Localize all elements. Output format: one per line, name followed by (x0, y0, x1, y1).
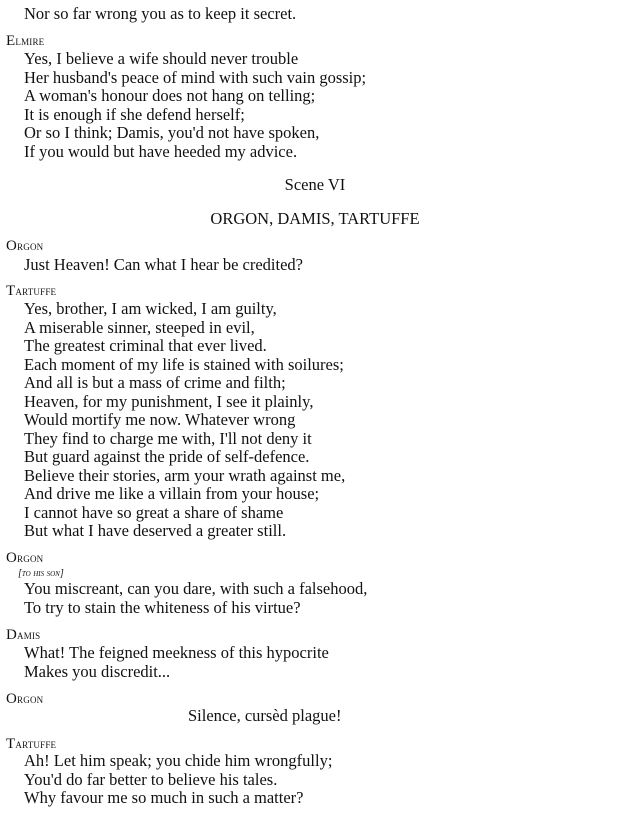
verse-line: If you would but have heeded my advice. (24, 141, 298, 161)
verse-line: But guard against the pride of self-defence. (24, 447, 310, 466)
speaker-name: Elmire (6, 33, 45, 49)
verse-line: A miserable sinner, steeped in evil, (24, 317, 255, 337)
verse-line: Believe their stories, arm your wrath against me, (24, 465, 346, 485)
verse-line: To try to stain the whiteness of his virtue? (24, 597, 301, 617)
verse-line: Or so I think; Damis, you'd not have spoken, (24, 123, 320, 142)
verse-line: Nor so far wrong you as to keep it secret. (24, 4, 297, 23)
verse-line: Heaven, for my punishment, I see it plainly, (24, 391, 314, 411)
verse-line: Silence, cursèd plague! (188, 706, 342, 725)
verse-line: But what I have deserved a greater still. (24, 521, 287, 540)
scene-heading: Scene VI (284, 175, 346, 194)
scene-characters: ORGON, DAMIS, TARTUFFE (210, 209, 420, 228)
verse-line: The greatest criminal that ever lived. (24, 336, 267, 355)
verse-line: Yes, brother, I am wicked, I am guilty, (24, 299, 277, 318)
verse-line: Her husband's peace of mind with such vain gossip; (24, 67, 367, 87)
speaker-name: Orgon (6, 550, 44, 566)
verse-line: What! The feigned meekness of this hypocrite (24, 643, 329, 662)
verse-line: A woman's honour does not hang on telling; (24, 86, 316, 105)
verse-line: Each moment of my life is stained with soilures; (24, 354, 344, 374)
verse-line: It is enough if she defend herself; (24, 104, 245, 124)
verse-line: Would mortify me now. Whatever wrong (24, 410, 296, 429)
speaker-name: Orgon (6, 238, 44, 254)
verse-line: Yes, I believe a wife should never trouble (24, 49, 299, 68)
verse-line: Why favour me so much in such a matter? (24, 788, 304, 807)
verse-line: You miscreant, can you dare, with such a falsehood, (24, 579, 368, 598)
speaker-name: Tartuffe (6, 283, 57, 299)
speaker-name: Tartuffe (6, 736, 57, 752)
verse-line: Ah! Let him speak; you chide him wrongfully; (24, 751, 333, 770)
verse-line: They find to charge me with, I'll not deny it (24, 428, 312, 448)
verse-line: You'd do far better to believe his tales. (24, 769, 278, 789)
speaker-name: Damis (6, 627, 41, 643)
verse-line: I cannot have so great a share of shame (24, 502, 284, 522)
verse-line: Makes you discredit... (24, 661, 171, 681)
speaker-name: Orgon (6, 691, 44, 707)
verse-line: And all is but a mass of crime and filth; (24, 373, 286, 392)
verse-line: Just Heaven! Can what I hear be credited? (24, 255, 304, 274)
verse-line: And drive me like a villain from your house; (24, 484, 320, 503)
stage-direction: [to his son] (18, 568, 64, 579)
